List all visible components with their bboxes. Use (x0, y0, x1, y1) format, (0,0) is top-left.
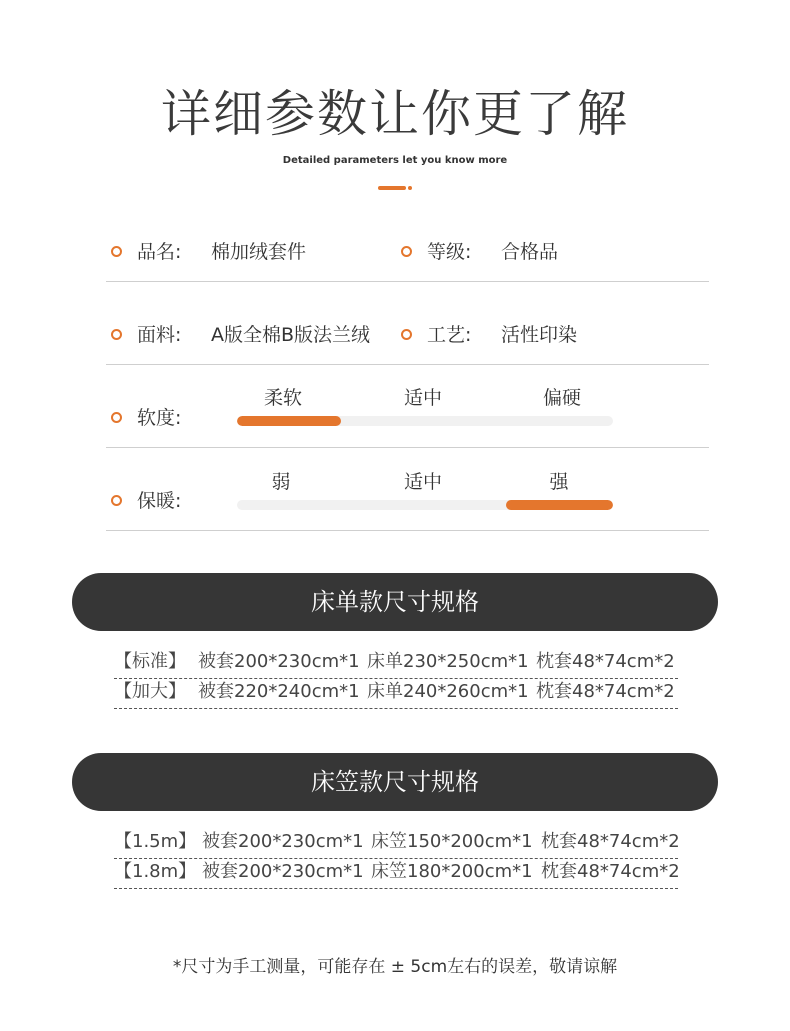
duvet-size: 被套200*230cm*1 (202, 831, 364, 852)
softness-label: 软度: (137, 407, 182, 429)
duvet-size: 被套200*230cm*1 (202, 861, 364, 882)
size-name: 【标准】 (114, 651, 186, 672)
param-value-craft: 活性印染 (501, 324, 578, 346)
section-header-sheet: 床单款尺寸规格 (72, 573, 718, 631)
pillow-size: 枕套48*74cm*2 (541, 861, 680, 882)
warmth-scale-track (237, 500, 613, 510)
bullet-icon (401, 329, 412, 340)
bullet-icon (111, 246, 122, 257)
param-value-name: 棉加绒套件 (211, 241, 307, 263)
table-row (114, 648, 678, 679)
title-accent-bar (378, 186, 406, 190)
size-name: 【加大】 (114, 681, 186, 702)
page-subtitle: Detailed parameters let you know more (282, 155, 508, 166)
softness-scale-medium: 适中 (403, 387, 442, 409)
duvet-size: 被套200*230cm*1 (198, 651, 360, 672)
size-name: 【1.5m】 (114, 831, 197, 852)
bullet-icon (111, 495, 122, 506)
size-name: 【1.8m】 (114, 861, 197, 882)
param-label-name: 品名: (137, 241, 182, 263)
pillow-size: 枕套48*74cm*2 (541, 831, 680, 852)
warmth-scale-weak: 弱 (271, 471, 291, 493)
softness-scale-track (237, 416, 613, 426)
param-label-grade: 等级: (427, 241, 472, 263)
param-value-grade: 合格品 (501, 241, 559, 263)
section-header-fitted: 床笠款尺寸规格 (72, 753, 718, 811)
sheet-size: 床单240*260cm*1 (367, 681, 529, 702)
page-title: 详细参数让你更了解 (161, 85, 629, 143)
divider (106, 281, 709, 282)
bullet-icon (111, 329, 122, 340)
divider (106, 530, 709, 531)
divider (106, 364, 709, 365)
softness-scale-fill (237, 416, 341, 426)
table-row (114, 678, 678, 709)
pillow-size: 枕套48*74cm*2 (536, 651, 675, 672)
footnote: *尺寸为手工测量，可能存在 ± 5cm左右的误差，敬请谅解 (172, 957, 618, 977)
fitted-sheet-size: 床笠150*200cm*1 (371, 831, 533, 852)
divider (106, 447, 709, 448)
warmth-scale-strong: 强 (549, 471, 569, 493)
fitted-sheet-size: 床笠180*200cm*1 (371, 861, 533, 882)
table-row (114, 828, 678, 859)
table-row (114, 858, 678, 889)
warmth-scale-fill (506, 500, 613, 510)
softness-scale-soft: 柔软 (263, 387, 302, 409)
param-label-craft: 工艺: (427, 324, 472, 346)
sheet-size: 床单230*250cm*1 (367, 651, 529, 672)
title-accent-dot (408, 186, 412, 190)
param-value-fabric: A版全棉B版法兰绒 (211, 324, 371, 346)
param-label-fabric: 面料: (137, 324, 182, 346)
warmth-scale-medium: 适中 (403, 471, 442, 493)
warmth-label: 保暖: (137, 490, 182, 512)
bullet-icon (111, 412, 122, 423)
softness-scale-hard: 偏硬 (542, 387, 581, 409)
pillow-size: 枕套48*74cm*2 (536, 681, 675, 702)
bullet-icon (401, 246, 412, 257)
duvet-size: 被套220*240cm*1 (198, 681, 360, 702)
